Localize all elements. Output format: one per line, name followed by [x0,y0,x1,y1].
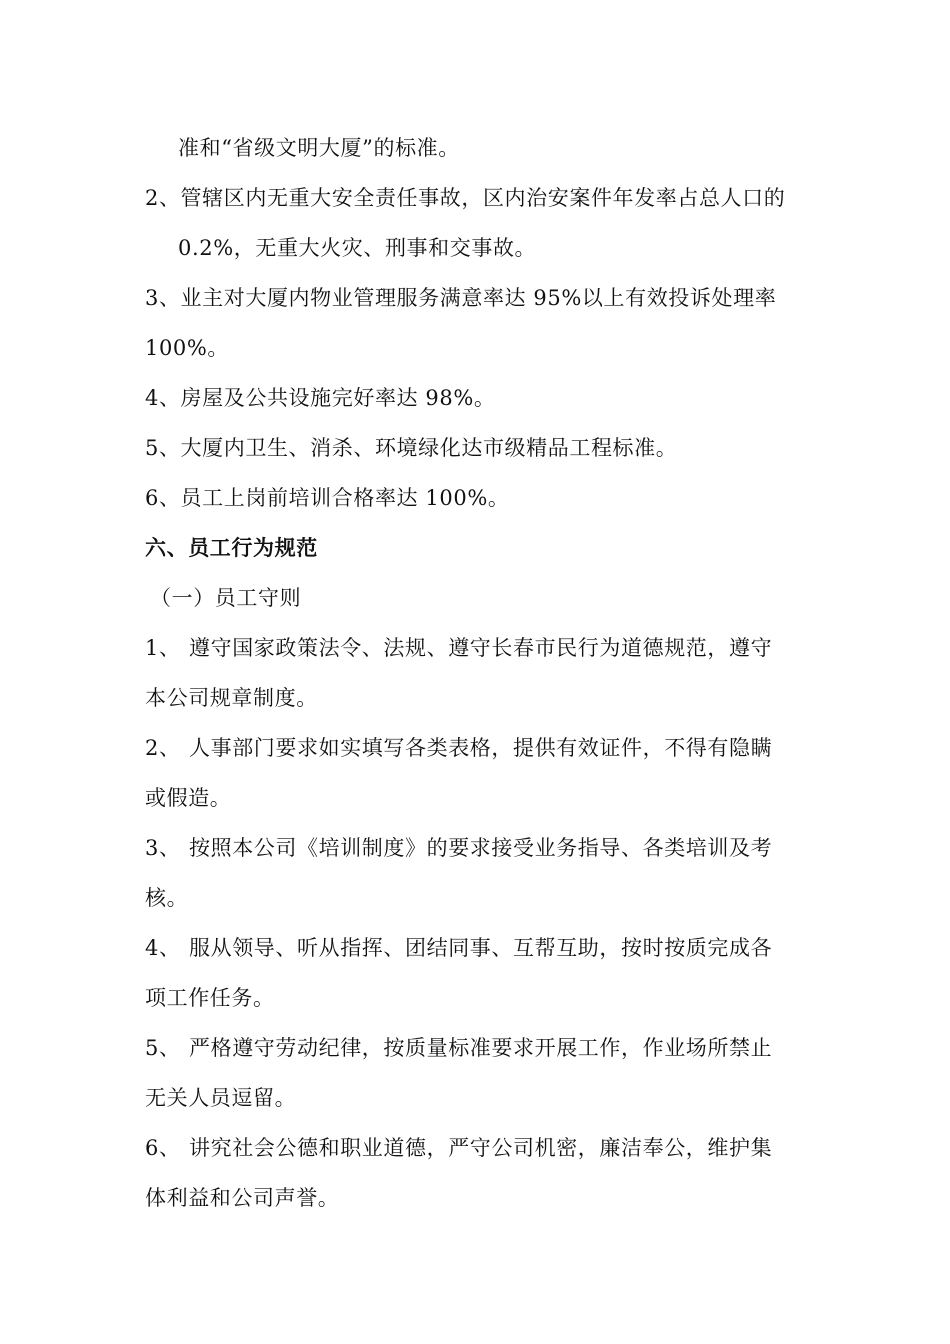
rule-1-line-2: 本公司规章制度。 [145,686,318,710]
rule-3-line-1 [145,833,825,863]
rule-4-line-1 [145,933,825,963]
rule-number: 4、 [145,936,181,960]
rule-6-line-1 [145,1133,825,1163]
rule-2-line-1 [145,733,825,763]
section-heading: 六、员工行为规范 [145,535,318,560]
rule-text: 严格遵守劳动纪律，按质量标准要求开展工作，作业场所禁止 [189,1036,773,1060]
rule-5-line-1 [145,1033,825,1063]
rule-1-line-1 [145,633,825,663]
rule-text: 按照本公司《培训制度》的要求接受业务指导、各类培训及考 [189,836,773,860]
standard-item-3-line-1: 3、业主对大厦内物业管理服务满意率达 95%以上有效投诉处理率 [145,286,777,310]
standard-item-5: 5、大厦内卫生、消杀、环境绿化达市级精品工程标准。 [145,436,678,460]
standard-continuation: 准和“省级文明大厦”的标准。 [178,136,460,160]
rule-number: 5、 [145,1036,181,1060]
standard-item-6: 6、员工上岗前培训合格率达 100%。 [145,486,510,510]
rule-number: 6、 [145,1136,181,1160]
rule-text: 人事部门要求如实填写各类表格，提供有效证件，不得有隐瞒 [189,736,773,760]
rule-number: 3、 [145,836,181,860]
rule-number: 1、 [145,636,181,660]
rule-text: 服从领导、听从指挥、团结同事、互帮互助，按时按质完成各 [189,936,773,960]
rule-5-line-2: 无关人员逗留。 [145,1086,297,1110]
section-subheading: （一）员工守则 [150,586,302,610]
rule-text: 讲究社会公德和职业道德，严守公司机密，廉洁奉公，维护集 [189,1136,773,1160]
rule-4-line-2: 项工作任务。 [145,986,275,1010]
rule-6-line-2: 体利益和公司声誉。 [145,1186,340,1210]
standard-item-4: 4、房屋及公共设施完好率达 98%。 [145,386,496,410]
rule-2-line-2: 或假造。 [145,786,232,810]
standard-item-2-line-2: 0.2%，无重大火灾、刑事和交事故。 [178,236,537,260]
standard-item-3-line-2: 100%。 [145,336,230,360]
rule-3-line-2: 核。 [145,886,189,910]
standard-item-2-line-1: 2、管辖区内无重大安全责任事故，区内治安案件年发率占总人口的 [145,186,786,210]
rule-text: 遵守国家政策法令、法规、遵守长春市民行为道德规范，遵守 [189,636,773,660]
rule-number: 2、 [145,736,181,760]
